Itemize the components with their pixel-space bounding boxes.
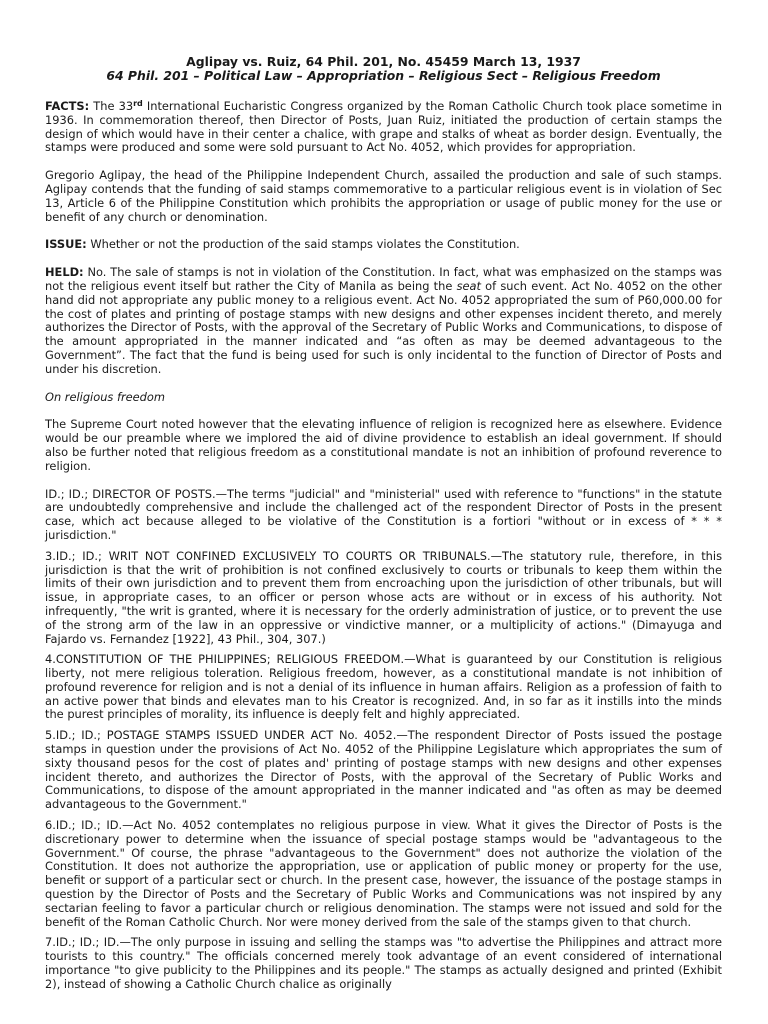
syllabus-item-3-writ: 3.ID.; ID.; WRIT NOT CONFINED EXCLUSIVELY TO COURTS OR TRIBUNALS.—The statutory rule, therefore, in this jurisdiction is that the writ of prohibition is not confined exclusively to courts or tribunals to keep them within the limits of their own jurisdiction and to prevent them from encroaching upon the jurisdiction of other tribunals, but will issue, in appropriate cases, to an officer or person whose acts are without or in excess of his authority. Not infrequently, "the writ is granted, where it is necessary for the orderly administration of justice, or to prevent the use of the strong arm of the law in an oppressive or vindictive manner, or a multiplicity of actions." (Dimayuga and Fajardo vs. Fernandez [1922], 43 Phil., 304, 307.) — [45, 548, 722, 646]
issue-label: ISSUE: — [45, 237, 87, 252]
issue-paragraph — [45, 238, 722, 252]
facts-label: FACTS: — [45, 99, 90, 113]
held-text-pre: No. The sale of stamps is not in violation of the Constitution. In fact, what was emphasized on the stamps was not the religious event itself but rather the City of Manila as being the — [45, 265, 722, 293]
syllabus-item-4-constitution: 4.CONSTITUTION OF THE PHILIPPINES; RELIGIOUS FREEDOM.—What is guaranteed by our Constitution is religious liberty, not mere religious toleration. Religious freedom, however, as a constitutional mandate is not inhibition of profound reverence for religion and is not a denial of its influence in human affairs. Religion as a profession of faith to an active power that binds and elevates man to his Creator is recognized. And, in so far as it instills into the minds the purest principles of morality, its influence is deeply felt and highly appreciated. — [45, 652, 722, 722]
held-paragraph — [45, 266, 722, 376]
syllabus-item-director-of-posts: ID.; ID.; DIRECTOR OF POSTS.—The terms "judicial" and "ministerial" used with reference to "functions" in the statute are undoubtedly comprehensive and include the challenged act of the respondent Director of Posts in the present case, which act because alleged to be violative of the Constitution is a fortiori "without or in excess of * * * jurisdiction." — [45, 486, 722, 542]
facts-text-pre: The 33 — [89, 99, 134, 113]
held-text-post: of such event. Act No. 4052 on the other hand did not appropriate any public money to a religious event. Act No. 4052 appropriated the sum of P60,000.00 for the cost of plates and printing of postage stamps with new designs and other expenses incident thereto, and merely authorizes the Director of Posts, with the approval of the Secretary of Public Works and Communications, to dispose of the amount appropriated in the manner indicated and “as often as may be deemed advantageous to the Government”. The fact that the fund is being used for such is only incidental to the function of Director of Posts and under his discretion. — [45, 278, 722, 376]
held-italic-seat: seat — [456, 278, 481, 293]
syllabus-item-5-postage-stamps: 5.ID.; ID.; POSTAGE STAMPS ISSUED UNDER ACT No. 4052.—The respondent Director of Posts issued the postage stamps in question under the provisions of Act No. 4052 of the Philippine Legislature which appropriates the sum of sixty thousand pesos for the cost of plates and' printing of postage stamps with new designs and other expenses incident thereto, and authorizes the Director of Posts, with the approval of the Secretary of Public Works and Communications, to dispose of the amount appropriated in the manner indicated and "as often as may be deemed advantageous to the Government." — [45, 728, 722, 812]
issue-text: Whether or not the production of the said stamps violates the Constitution. — [86, 237, 520, 252]
aglipay-paragraph: Gregorio Aglipay, the head of the Philippine Independent Church, assailed the production and sale of such stamps. Aglipay contends that the funding of said stamps commemorative to a particular religious event is in violation of Sec 13, Article 6 of the Philippine Constitution which prohibits the appropriation or usage of public money for the use or benefit of any church or denomination. — [45, 168, 722, 224]
ordinal-superscript: rd — [133, 99, 143, 108]
facts-paragraph — [45, 100, 722, 155]
syllabus-item-7-purpose: 7.ID.; ID.; ID.—The only purpose in issuing and selling the stamps was "to advertise the Philippines and attract more tourists to this country." The officials concerned merely took advantage of an event considered of international importance "to give publicity to the Philippines and its people." The stamps as actually designed and printed (Exhibit 2), instead of showing a Catholic Church chalice as originally — [45, 935, 722, 991]
document-page — [45, 55, 722, 999]
religious-freedom-heading: On religious freedom — [45, 389, 165, 404]
case-title: Aglipay vs. Ruiz, 64 Phil. 201, No. 45459 March 13, 1937 — [186, 54, 581, 69]
held-label: HELD: — [45, 265, 84, 280]
facts-text-post: International Eucharistic Congress organized by the Roman Catholic Church took place sometime in 1936. In commemoration thereof, then Director of Posts, Juan Ruiz, initiated the production of certain stamps the design of which would have in their center a chalice, with grape and stalks of wheat as border design. Eventually, the stamps were produced and some were sold pursuant to Act No. 4052, which provides for appropriation. — [45, 99, 723, 155]
syllabus-item-6-act-4052: 6.ID.; ID.; ID.—Act No. 4052 contemplates no religious purpose in view. What it gives the Director of Posts is the discretionary power to determine when the issuance of special postage stamps would be "advantageous to the Government." Of course, the phrase "advantageous to the Government" does not authorize the violation of the Constitution. It does not authorize the appropriation, use or application of public money or property for the use, benefit or support of a particular sect or church. In the present case, however, the issuance of the postage stamps in question by the Director of Posts and the Secretary of Public Works and Communications was not inspired by any sectarian feeling to favor a particular church or religious denomination. The stamps were not issued and sold for the benefit of the Roman Catholic Church. Nor were money derived from the sale of the stamps given to that church. — [45, 818, 722, 929]
case-subtitle: 64 Phil. 201 – Political Law – Appropriation – Religious Sect – Religious Freedom — [106, 68, 661, 83]
supreme-court-paragraph: The Supreme Court noted however that the elevating influence of religion is recognized here as elsewhere. Evidence would be our preamble where we implored the aid of divine providence to establish an ideal government. If should also be further noted that religious freedom as a constitutional mandate is not an inhibition of profound reverence to religion. — [45, 417, 722, 473]
